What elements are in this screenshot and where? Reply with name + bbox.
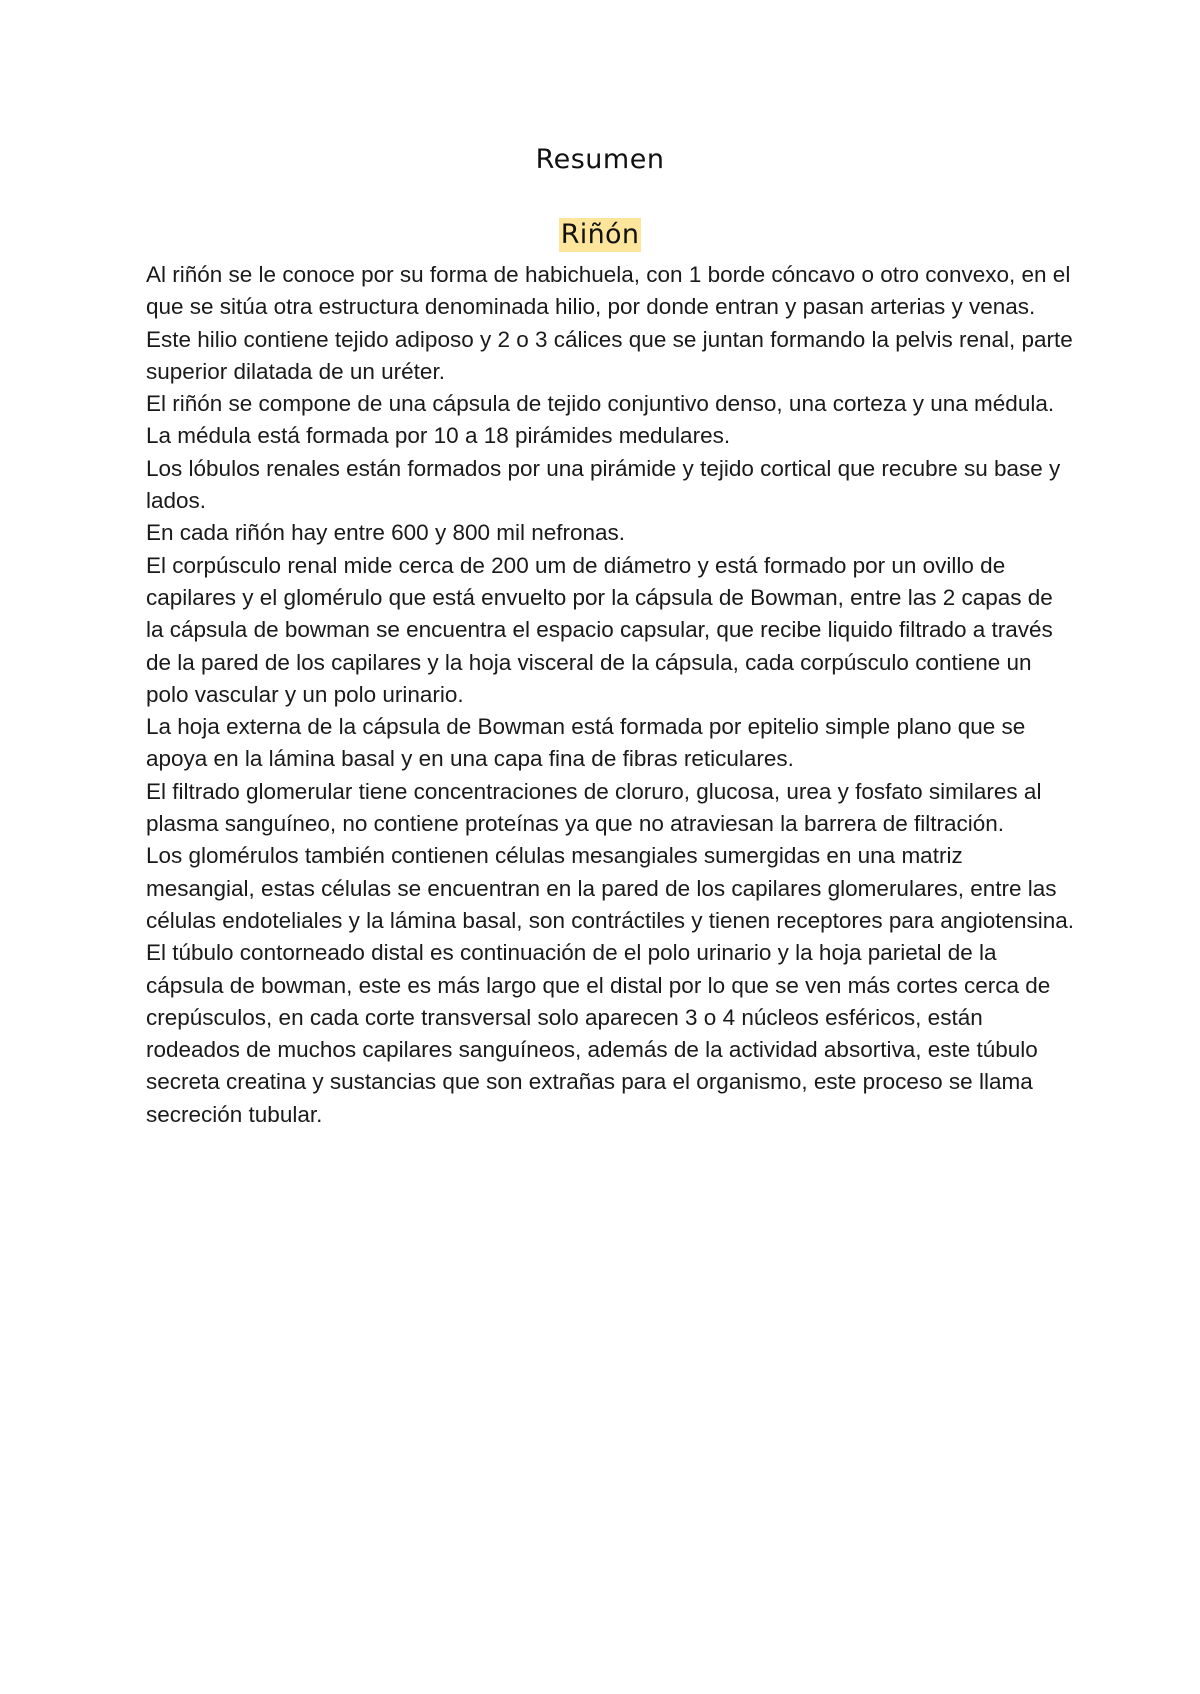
- paragraph: El túbulo contorneado distal es continuación de el polo urinario y la hoja parietal de la cápsula de bowman, este es más largo que el distal por lo que se ven más cortes cerca de crepúsculos, en cada corte transversal solo aparecen 3 o 4 núcleos esféricos, están rodeados de muchos capilares sanguíneos, además de la actividad absortiva, este túbulo secreta creatina y sustancias que son extrañas para el organismo, este proceso se llama secreción tubular.: [146, 940, 1051, 1127]
- paragraph: El filtrado glomerular tiene concentraciones de cloruro, glucosa, urea y fosfato similares al plasma sanguíneo, no contiene proteínas ya que no atraviesan la barrera de filtración.: [146, 778, 1042, 837]
- paragraph: Los glomérulos también contienen células mesangiales sumergidas en una matriz mesangial, estas células se encuentran en la pared de los capilares glomerulares, entre las células endoteliales y la lámina basal, son contráctiles y tienen receptores para angiotensina.: [146, 843, 1075, 933]
- section-heading-container: [0, 218, 1200, 252]
- document-body: [146, 259, 1076, 1131]
- paragraph: La hoja externa de la cápsula de Bowman está formada por epitelio simple plano que se apoya en la lámina basal y en una capa fina de fibras reticulares.: [146, 714, 1026, 772]
- paragraph: El corpúsculo renal mide cerca de 200 um de diámetro y está formado por un ovillo de capilares y el glomérulo que está envuelto por la cápsula de Bowman, entre las 2 capas de la cápsula de bowman se encuentra el espacio capsular, que recibe liquido filtrado a través de la pared de los capilares y la hoja visceral de la cápsula, cada corpúsculo contiene un polo vascular y un polo urinario.: [146, 552, 1053, 707]
- paragraph: Al riñón se le conoce por su forma de habichuela, con 1 borde cóncavo o otro convexo, en el que se sitúa otra estructura denominada hilio, por donde entran y pasan arterias y venas. Este hilio contiene tejido adiposo y 2 o 3 cálices que se juntan formando la pelvis renal, parte superior dilatada de un uréter.: [146, 262, 1073, 384]
- section-heading-highlighted: Riñón: [560, 219, 640, 250]
- paragraph: En cada riñón hay entre 600 y 800 mil nefronas.: [146, 520, 626, 546]
- paragraph: El riñón se compone de una cápsula de tejido conjuntivo denso, una corteza y una médula. La médula está formada por 10 a 18 pirámides medulares.: [146, 391, 1055, 449]
- document-title: Resumen: [535, 144, 665, 175]
- paragraph: Los lóbulos renales están formados por una pirámide y tejido cortical que recubre su base y lados.: [146, 455, 1061, 514]
